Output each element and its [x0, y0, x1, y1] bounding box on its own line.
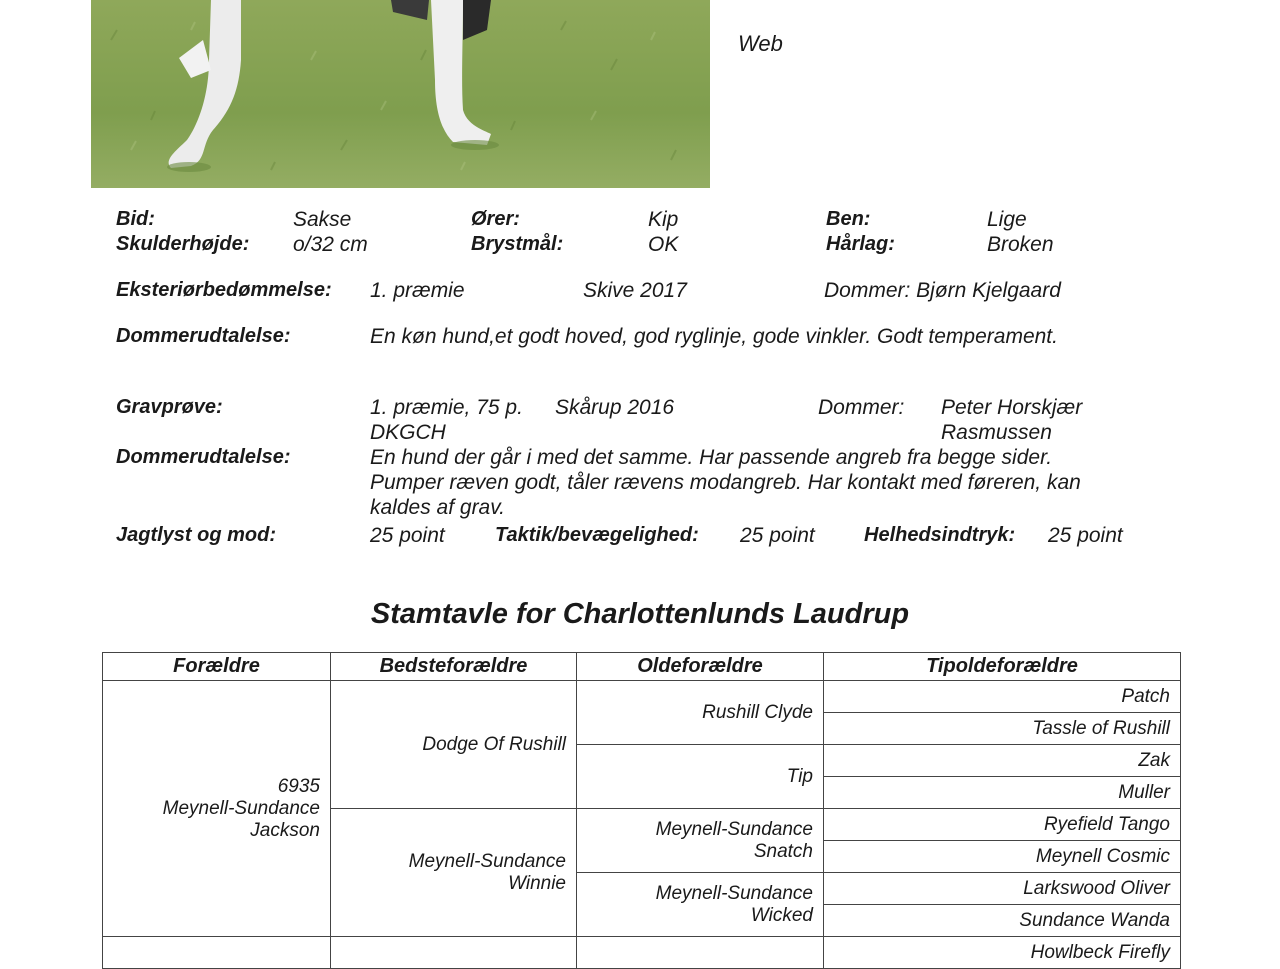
exterior-award: 1. præmie — [370, 279, 465, 302]
header-grandparents: Bedsteforældre — [331, 653, 577, 681]
great-grandparent-cell — [577, 745, 824, 809]
web-text: Web — [738, 31, 783, 56]
skulder-value: o/32 cm — [293, 233, 368, 256]
exterior-place: Skive 2017 — [583, 279, 687, 302]
grandparent-line: Meynell-Sundance — [408, 850, 566, 872]
great-grandparent-line: Wicked — [750, 904, 813, 926]
parent-cell — [103, 681, 331, 937]
dog-photo-image — [91, 0, 710, 188]
taktik-value: 25 point — [740, 524, 815, 547]
great-grandparent-cell — [577, 809, 824, 873]
grandparent-cell — [331, 937, 577, 969]
brystmaal-value: OK — [648, 233, 679, 256]
great-grandparent-name: Rushill Clyde — [702, 701, 813, 723]
exterior-label: Eksteriørbedømmelse: — [116, 279, 332, 301]
parent-cell — [103, 937, 331, 969]
haarlag-value: Broken — [987, 233, 1054, 256]
parent-line: Jackson — [250, 819, 320, 841]
pedigree-row — [103, 937, 1181, 969]
grav-statement-line1: En hund der går i med det samme. Har passende angreb fra begge sider. — [370, 446, 1053, 469]
grav-place: Skårup 2016 — [555, 396, 675, 419]
great-grandparent-line: Meynell-Sundance — [655, 818, 813, 840]
grandparent-cell — [331, 809, 577, 937]
great-great-grandparent-cell: Larkswood Oliver — [824, 873, 1181, 905]
ben-value: Lige — [987, 208, 1027, 231]
header-parents: Forældre — [103, 653, 331, 681]
grav-award-line1: 1. præmie, 75 p. — [370, 396, 523, 419]
grav-award-line2: DKGCH — [370, 421, 446, 444]
pedigree-title: Stamtavle for Charlottenlunds Laudrup — [370, 598, 910, 630]
ben-label: Ben: — [826, 208, 871, 230]
bid-value: Sakse — [293, 208, 352, 231]
grav-statement-line2: Pumper ræven godt, tåler rævens modangreb. Har kontakt med føreren, kan — [370, 471, 1081, 494]
great-great-grandparent-cell: Patch — [824, 681, 1181, 713]
exterior-judge: Dommer: Bjørn Kjelgaard — [824, 279, 1061, 302]
great-great-grandparent-cell: Tassle of Rushill — [824, 713, 1181, 745]
haarlag-label: Hårlag: — [826, 233, 895, 255]
brystmaal-label: Brystmål: — [471, 233, 564, 255]
exterior-statement-label: Dommerudtalelse: — [116, 325, 291, 347]
exterior-statement: En køn hund,et godt hoved, god ryglinje, gode vinkler. Godt temperament. — [370, 325, 1058, 348]
great-great-grandparent-cell: Zak — [824, 745, 1181, 777]
taktik-label: Taktik/bevægelighed: — [495, 524, 699, 546]
header-great-grandparents: Oldeforældre — [577, 653, 824, 681]
header-great-great-grandparents: Tipoldeforældre — [824, 653, 1181, 681]
great-grandparent-name: Tip — [786, 765, 813, 787]
great-grandparent-cell — [577, 873, 824, 937]
great-great-grandparent-cell: Meynell Cosmic — [824, 841, 1181, 873]
pedigree-header-row — [103, 653, 1181, 681]
great-great-grandparent-cell: Howlbeck Firefly — [824, 937, 1181, 969]
grav-statement-label: Dommerudtalelse: — [116, 446, 291, 468]
grav-label: Gravprøve: — [116, 396, 223, 418]
great-grandparent-line: Meynell-Sundance — [655, 882, 813, 904]
orer-value: Kip — [648, 208, 679, 231]
great-grandparent-cell — [577, 681, 824, 745]
great-grandparent-cell — [577, 937, 824, 969]
grandparent-cell — [331, 681, 577, 809]
parent-line: 6935 — [277, 775, 320, 797]
grandparent-line: Winnie — [508, 872, 566, 894]
helhed-value: 25 point — [1048, 524, 1123, 547]
grandparent-name: Dodge Of Rushill — [422, 733, 566, 755]
great-great-grandparent-cell: Muller — [824, 777, 1181, 809]
grav-statement-line3: kaldes af grav. — [370, 496, 506, 519]
parent-line: Meynell-Sundance — [162, 797, 320, 819]
grav-judge-line2: Rasmussen — [941, 421, 1052, 444]
jagtlyst-label: Jagtlyst og mod: — [116, 524, 277, 546]
orer-label: Ører: — [471, 208, 520, 230]
great-great-grandparent-cell: Sundance Wanda — [824, 905, 1181, 937]
great-great-grandparent-cell: Ryefield Tango — [824, 809, 1181, 841]
helhed-label: Helhedsindtryk: — [864, 524, 1016, 546]
grav-judge-label: Dommer: — [818, 396, 905, 419]
bid-label: Bid: — [116, 208, 155, 230]
skulder-label: Skulderhøjde: — [116, 233, 250, 255]
pedigree-table — [102, 652, 1181, 969]
grav-judge-line1: Peter Horskjær — [941, 396, 1083, 419]
dog-photo — [91, 0, 710, 188]
great-grandparent-line: Snatch — [753, 840, 813, 862]
pedigree-row — [103, 681, 1181, 713]
jagtlyst-value: 25 point — [370, 524, 445, 547]
